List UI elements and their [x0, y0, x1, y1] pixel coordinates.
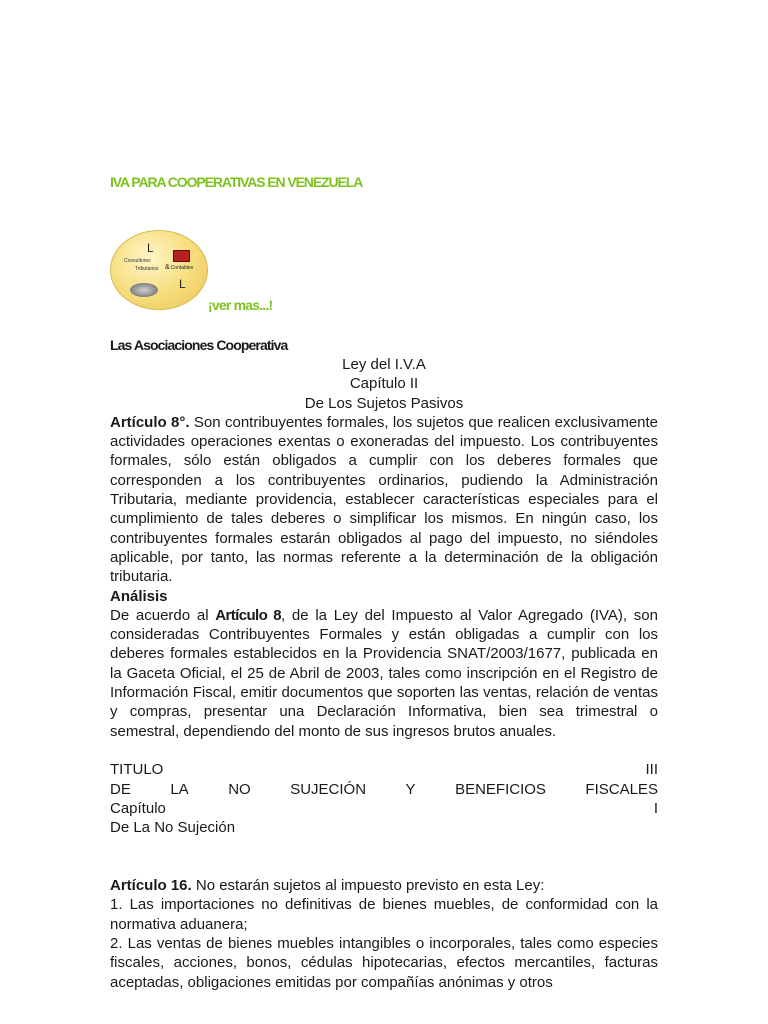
law-name: Ley del I.V.A: [342, 356, 426, 373]
logo-text-tributarios: Tributarios: [135, 266, 159, 272]
ver-mas-link[interactable]: ¡ver mas...!: [208, 297, 273, 313]
analysis-article-ref: Artículo 8: [215, 606, 282, 624]
logo-letter-bottom: L: [179, 277, 186, 291]
titulo-word: SUJECIÓN: [290, 780, 367, 798]
article-8-text: Son contribuyentes formales, los sujetos que realicen exclusivamente actividades operaciones exentas o exoneradas del impuesto. Los contribuyentes formales, sólo están obligados a cumplir con los deberes formales que corresponden a los contribuyentes ordinarios, pudiendo la Administración Tributaria, mediante providencia, establecer características especiales para el cumplimiento de tales deberes o simplificar los mismos. En ningún caso, los contribuyentes formales estarán obligados al pago del impuesto, no siéndoles aplicable, por tanto, las normas referente a la determinación de la obligación tributaria.: [110, 413, 659, 586]
document-title: IVA PARA COOPERATIVAS EN VENEZUELA: [110, 174, 363, 190]
titulo-word: FISCALES: [585, 780, 658, 798]
titulo-word: Y: [405, 780, 416, 798]
law-chapter-title: De Los Sujetos Pasivos: [304, 394, 464, 412]
titulo-words-row: [110, 780, 658, 799]
titulo-word: LA: [170, 780, 189, 798]
capitulo-row: [110, 799, 658, 818]
analysis-paragraph: [110, 606, 658, 741]
company-logo: [110, 230, 208, 310]
article-16-intro: Artículo 16. No estarán sujetos al impuesto previsto en esta Ley:: [110, 877, 545, 895]
article-16-item-2: 2. Las ventas de bienes muebles intangibles o incorporales, tales como especies fiscales, acciones, bonos, cédulas hipotecarias, efectos mercantiles, facturas aceptadas, obligaciones emitidas por compañías anónimas y otros: [110, 934, 658, 991]
titulo-number: III: [645, 761, 658, 779]
document-page: [110, 0, 658, 1024]
book-icon: [173, 250, 190, 262]
document-body: [110, 355, 658, 992]
section-heading: Las Asociaciones Cooperativa: [110, 337, 288, 353]
logo-text-consultores: Consultores: [124, 258, 151, 264]
analysis-heading: Análisis: [110, 587, 168, 605]
capitulo-number: I: [653, 799, 658, 817]
capitulo-label: Capítulo: [110, 799, 166, 817]
article-8-label: Artículo 8°.: [110, 413, 190, 431]
titulo-word: DE: [110, 780, 131, 798]
titulo-word: BENEFICIOS: [455, 780, 546, 798]
article-16-label: Artículo 16.: [110, 877, 192, 895]
titulo-row: [110, 760, 658, 779]
logo-letter-top: L: [147, 241, 154, 255]
law-chapter: Capítulo II: [349, 375, 419, 393]
titulo-label: TITULO: [110, 761, 164, 779]
analysis-text: , de la Ley del Impuesto al Valor Agregado (IVA), son consideradas Contribuyentes Formales y están obligadas a cumplir con los deberes formales establecidos en la Providencia SNAT/2003/1677, publicada en la Gaceta Oficial, el 25 de Abril de 2003, tales como inscripción en el Registro de Información Fiscal, emitir documentos que soporten las ventas, relación de ventas y compras, presentar una Declaración Informativa, bien sea trimestral o semestral, dependiendo del monto de sus ingresos brutos anuales.: [110, 606, 658, 740]
analysis-prefix: De acuerdo al: [110, 606, 209, 624]
logo-ampersand: &Contables: [165, 264, 194, 271]
handshake-icon: [130, 283, 158, 297]
titulo-word: NO: [228, 780, 251, 798]
article-8-paragraph: [110, 413, 658, 587]
capitulo-subtitle: De La No Sujeción: [110, 819, 236, 837]
article-16-item-1: 1. Las importaciones no definitivas de bienes muebles, de conformidad con la normativa aduanera;: [110, 896, 658, 933]
